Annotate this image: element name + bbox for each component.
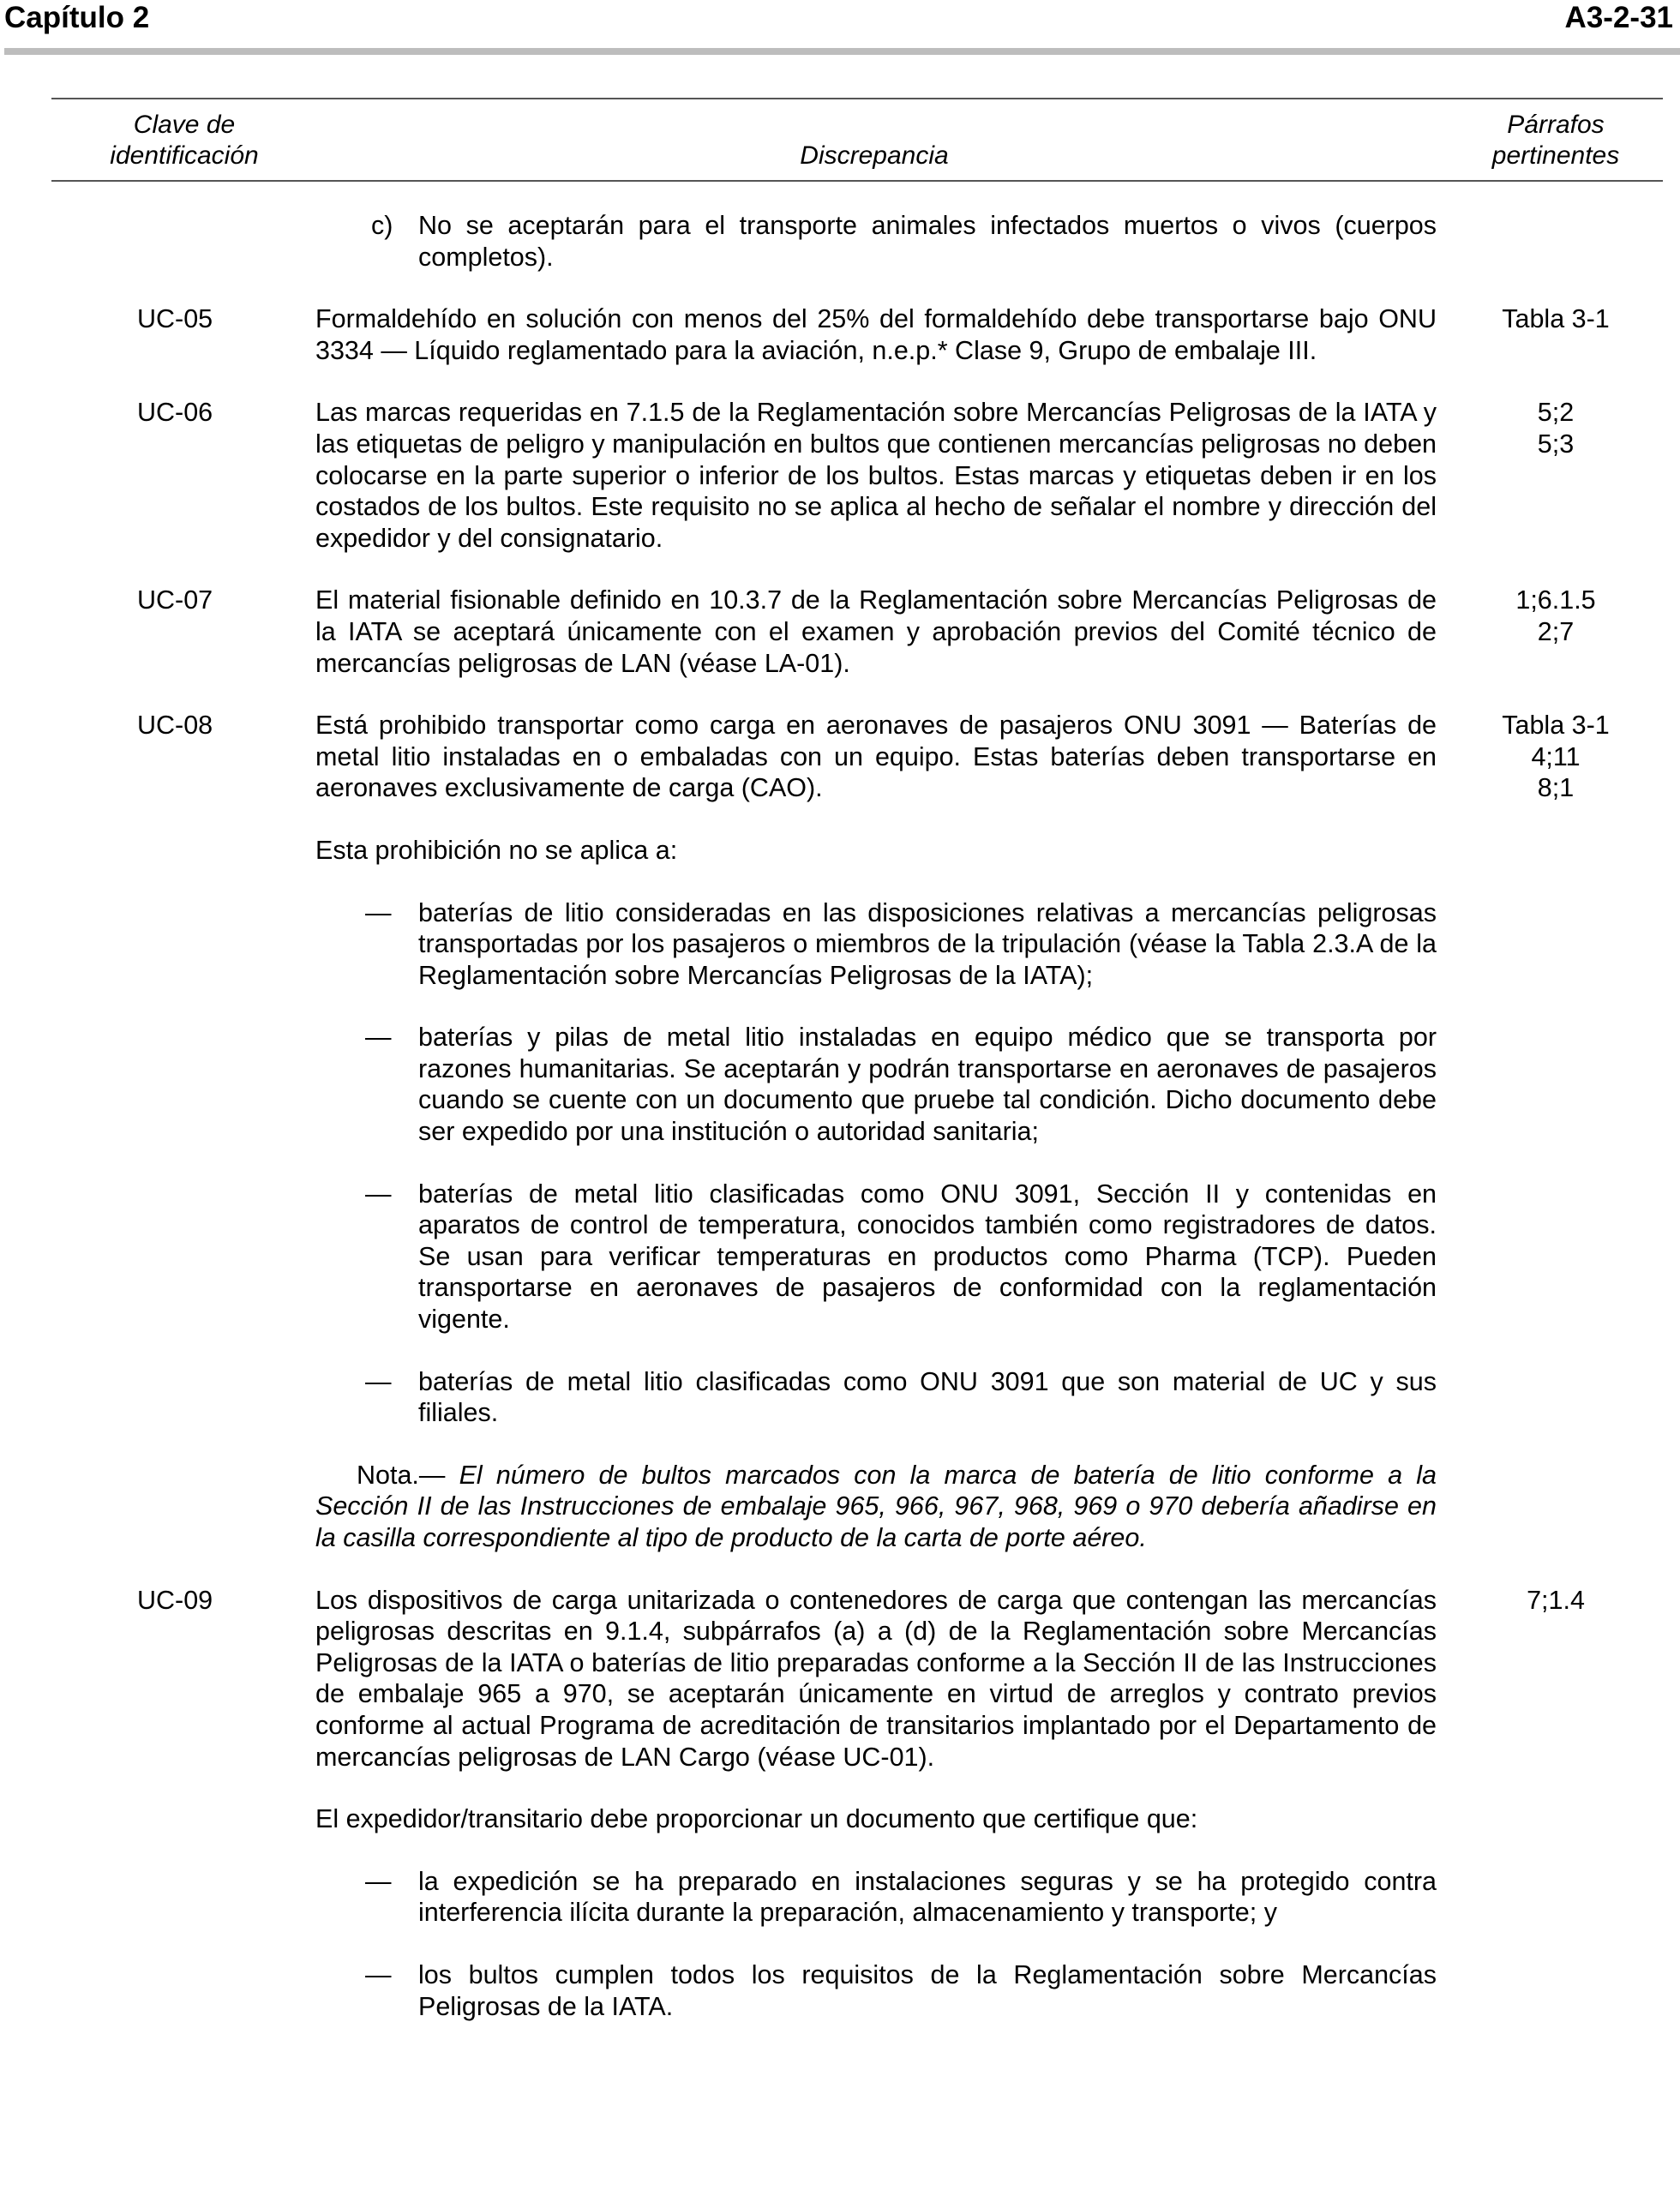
table-top-rule xyxy=(51,98,1663,99)
row-key: UC-06 xyxy=(137,398,213,428)
dash-marker: — xyxy=(365,1366,392,1396)
row-text: Formaldehído en solución con menos del 25% del formaldehído debe transportarse bajo ONU 3334 — Líquido reglamentado para la aviación, n.e.p.* Clase 9, Grupo de embalaje III. xyxy=(315,304,1437,365)
table-body xyxy=(0,210,1680,2053)
table-row xyxy=(0,210,1680,273)
note-lead: Nota.— xyxy=(357,1460,446,1490)
row-text: El material fisionable definido en 10.3.7 de la Reglamentación sobre Mercancías Peligrosas de la IATA se aceptará únicamente con el examen y aprobación previos del Comité técnico de mercancías peligrosas de LAN (véase LA-01). xyxy=(315,585,1437,678)
note-paragraph xyxy=(315,1460,1437,1554)
item-marker: c) xyxy=(371,211,393,240)
table-row xyxy=(0,710,1680,1553)
table-row xyxy=(0,585,1680,679)
table-row xyxy=(0,397,1680,554)
note-text: El número de bultos marcados con la marca de batería de litio conforme a la Sección II de las Instrucciones de embalaje 965, 966, 967, 968, 969 o 970 debería añadirse en la casilla correspondiente al tipo de producto de la carta de porte aéreo. xyxy=(315,1460,1437,1552)
page-number: A3-2-31 xyxy=(1564,1,1673,34)
dash-marker: — xyxy=(365,1179,392,1209)
row-references: 1;6.1.5 2;7 xyxy=(1515,585,1596,646)
column-header-key: Clave de identificación xyxy=(110,111,259,170)
row-text-secondary: Esta prohibición no se aplica a: xyxy=(315,835,678,865)
dash-marker: — xyxy=(365,1866,392,1896)
row-references: Tabla 3-1 xyxy=(1502,304,1610,334)
list-item xyxy=(365,1866,1437,1929)
row-key: UC-09 xyxy=(137,1585,213,1615)
item-text: los bultos cumplen todos los requisitos de la Reglamentación sobre Mercancías Peligrosas de la IATA. xyxy=(418,1959,1437,2021)
item-text: No se aceptarán para el transporte animales infectados muertos o vivos (cuerpos completos). xyxy=(418,211,1437,272)
dash-marker: — xyxy=(365,1959,392,1989)
page-header xyxy=(0,0,1680,51)
list-item xyxy=(365,1179,1437,1335)
dash-marker: — xyxy=(365,1023,392,1053)
row-references: 5;2 5;3 xyxy=(1537,398,1575,459)
item-text: baterías de metal litio clasificadas como ONU 3091, Sección II y contenidas en aparatos de control de temperatura, conocidos también como registradores de datos. Se usan para verificar temperaturas en productos como Pharma (TCP). Pueden transportarse en aeronaves de pasajeros de conformidad con la reglamentación vigente. xyxy=(418,1179,1437,1335)
column-header-references: Párrafos pertinentes xyxy=(1491,111,1620,170)
item-text: baterías de litio consideradas en las disposiciones relativas a mercancías peligrosas transportadas por los pasajeros o miembros de la tripulación (véase la Tabla 2.3.A de la Reglamentación sobre Mercancías Peligrosas de la IATA); xyxy=(418,897,1437,990)
header-rule xyxy=(4,48,1680,55)
row-references: 7;1.4 xyxy=(1527,1585,1585,1615)
item-text: baterías de metal litio clasificadas como ONU 3091 que son material de UC y sus filiales. xyxy=(418,1366,1437,1428)
row-key: UC-05 xyxy=(137,304,213,334)
row-text: Las marcas requeridas en 7.1.5 de la Reglamentación sobre Mercancías Peligrosas de la IATA y las etiquetas de peligro y manipulación en bultos que contienen mercancías peligrosas no deben colocarse en la parte superior o inferior de los bultos. Estas marcas y etiquetas deben ir en los costados de los bultos. Este requisito no se aplica al hecho de señalar el nombre y dirección del expedidor y del consignatario. xyxy=(315,398,1437,553)
row-text: Está prohibido transportar como carga en aeronaves de pasajeros ONU 3091 — Baterías de metal litio instaladas en o embaladas con un equipo. Estas baterías deben transportarse en aeronaves exclusivamente de carga (CAO). xyxy=(315,711,1437,803)
row-references: Tabla 3-1 4;11 8;1 xyxy=(1502,711,1610,803)
list-item xyxy=(365,1366,1437,1429)
item-text: baterías y pilas de metal litio instaladas en equipo médico que se transporta por razones humanitarias. Se aceptarán y podrán transportarse en aeronaves de pasajeros cuando se cuente con un documento que pruebe tal condición. Dicho documento debe ser expedido por una institución o autoridad sanitaria; xyxy=(418,1023,1437,1147)
row-text: Los dispositivos de carga unitarizada o contenedores de carga que contengan las mercancías peligrosas descritas en 9.1.4, subpárrafos (a) a (d) de la Reglamentación sobre Mercancías Peligrosas de la IATA o baterías de litio preparadas conforme a la Sección II de las Instrucciones de embalaje 965 a 970, se aceptarán únicamente en virtud de arreglos y contrato previos conforme al actual Programa de acreditación de transitarios implantado por el Departamento de mercancías peligrosas de LAN Cargo (véase UC-01). xyxy=(315,1585,1437,1772)
list-item xyxy=(365,897,1437,992)
item-text: la expedición se ha preparado en instalaciones seguras y se ha protegido contra interferencia ilícita durante la preparación, almacenamiento y transporte; y xyxy=(418,1866,1437,1928)
dash-marker: — xyxy=(365,897,392,927)
chapter-title: Capítulo 2 xyxy=(4,1,150,34)
table-header-rule xyxy=(51,180,1663,182)
table-row xyxy=(0,303,1680,366)
table-row xyxy=(0,1585,1680,2023)
list-item xyxy=(371,210,1437,273)
row-key: UC-08 xyxy=(137,711,213,741)
row-text-secondary: El expedidor/transitario debe proporcionar un documento que certifique que: xyxy=(315,1804,1198,1834)
row-key: UC-07 xyxy=(137,585,213,615)
list-item xyxy=(365,1022,1437,1147)
list-item xyxy=(365,1959,1437,2022)
column-header-description: Discrepancia xyxy=(800,141,949,170)
